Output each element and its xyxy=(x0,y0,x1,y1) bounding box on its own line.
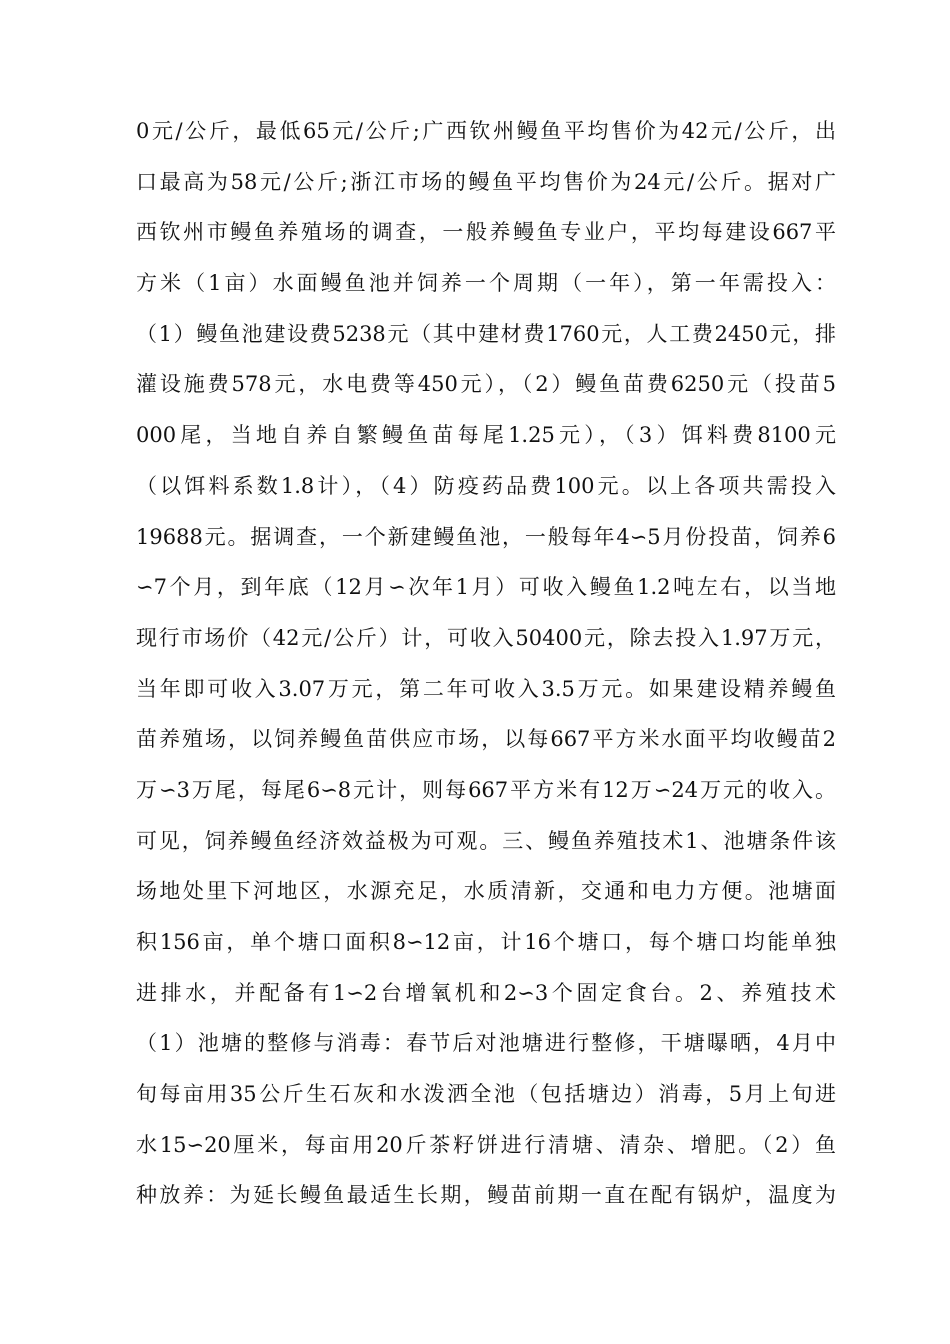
text-line: 苗养殖场，以饲养鳗鱼苗供应市场，以每667平方米水面平均收鳗苗2 xyxy=(136,727,836,752)
text-line: 当年即可收入3.07万元，第二年可收入3.5万元。如果建设精养鳗鱼 xyxy=(136,676,836,701)
text-line: （1）池塘的整修与消毒：春节后对池塘进行整修，干塘曝晒，4月中 xyxy=(136,1031,836,1056)
body-text xyxy=(136,108,836,1223)
text-line: 灌设施费578元，水电费等450元），（2）鳗鱼苗费6250元（投苗5 xyxy=(136,372,836,397)
text-line: ∽7个月，到年底（12月∽次年1月）可收入鳗鱼1.2吨左右，以当地 xyxy=(136,575,836,600)
text-line: （以饵料系数1.8计），（4）防疫药品费100元。以上各项共需投入 xyxy=(136,473,836,498)
text-line: 进排水，并配备有1∽2台增氧机和2∽3个固定食台。2、养殖技术 xyxy=(136,980,836,1005)
text-line: 西钦州市鳗鱼养殖场的调查，一般养鳗鱼专业户，平均每建设667平 xyxy=(136,220,836,245)
text-line: 000尾，当地自养自繁鳗鱼苗每尾1.25元），（3）饵料费8100元 xyxy=(136,423,836,448)
text-line: 口最高为58元/公斤;浙江市场的鳗鱼平均售价为24元/公斤。据对广 xyxy=(136,169,836,194)
text-line: 种放养：为延长鳗鱼最适生长期，鳗苗前期一直在配有锅炉，温度为 xyxy=(136,1183,836,1208)
text-line: 0元/公斤，最低65元/公斤;广西钦州鳗鱼平均售价为42元/公斤，出 xyxy=(136,119,836,143)
text-line: 水15∽20厘米，每亩用20斤茶籽饼进行清塘、清杂、增肥。（2）鱼 xyxy=(136,1132,836,1157)
text-line: 场地处里下河地区，水源充足，水质清新，交通和电力方便。池塘面 xyxy=(136,879,836,904)
text-line: 万∽3万尾，每尾6∽8元计，则每667平方米有12万∽24万元的收入。 xyxy=(136,777,836,802)
text-line: 方米（1亩）水面鳗鱼池并饲养一个周期（一年），第一年需投入： xyxy=(136,271,836,296)
text-line: 可见，饲养鳗鱼经济效益极为可观。三、鳗鱼养殖技术1、池塘条件该 xyxy=(136,828,836,853)
text-line: 19688元。据调查，一个新建鳗鱼池，一般每年4∽5月份投苗，饲养6 xyxy=(136,524,836,549)
text-line: （1）鳗鱼池建设费5238元（其中建材费1760元，人工费2450元，排 xyxy=(136,321,836,346)
text-line: 旬每亩用35公斤生石灰和水泼洒全池（包括塘边）消毒，5月上旬进 xyxy=(136,1082,836,1107)
text-line: 现行市场价（42元/公斤）计，可收入50400元，除去投入1.97万元， xyxy=(136,625,836,650)
text-line: 积156亩，单个塘口面积8∽12亩，计16个塘口，每个塘口均能单独 xyxy=(136,930,836,954)
